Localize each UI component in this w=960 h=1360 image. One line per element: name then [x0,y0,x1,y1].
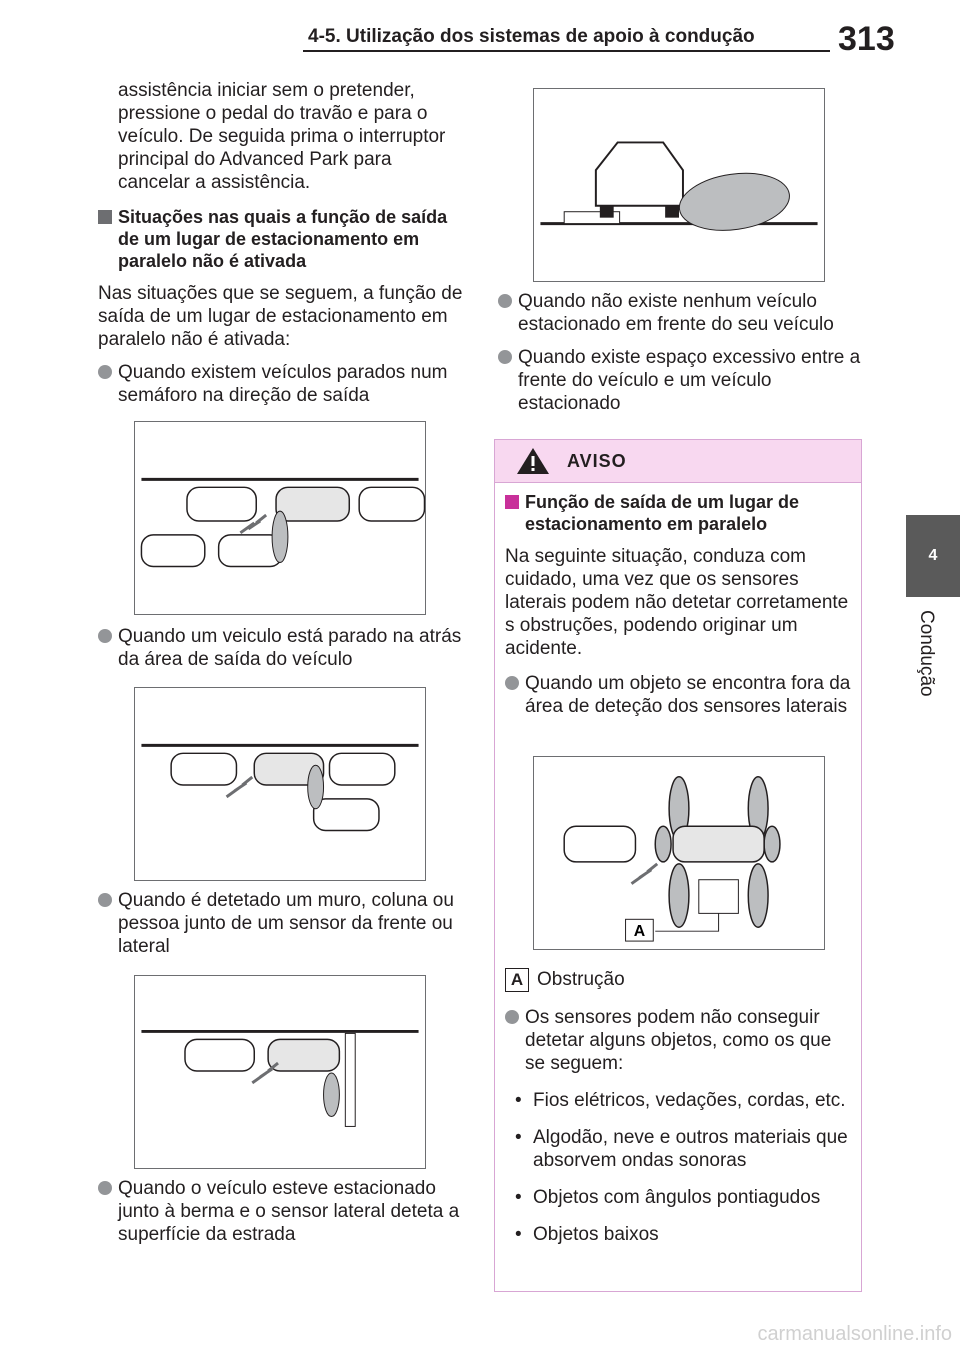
figure-obstruction [533,756,825,950]
list-item [505,672,851,718]
list-item [98,889,466,958]
section-heading-text: Situações nas quais a função de saída de um lugar de estacionamento em paralelo não é ativada [118,207,448,271]
figure-vehicle-behind [134,687,426,881]
list-item [98,361,466,407]
header-title: 4-5. Utilização dos sistemas de apoio à condução [308,26,755,47]
figure-label-a: A [633,923,646,941]
legend-letter: A [505,968,529,992]
warning-title: AVISO [567,451,627,471]
chapter-label: Condução [916,610,937,697]
list-item [498,346,866,415]
list-item-text: Quando não existe nenhum veículo estacionado em frente do seu veículo [518,291,834,335]
section-heading [98,206,466,272]
list-item [98,1177,466,1246]
list-item: • Algodão, neve e outros materiais que absorvem ondas sonoras [505,1126,851,1172]
header-rule [303,50,830,52]
chapter-number: 4 [928,547,938,564]
warning-icon [515,446,551,476]
chapter-tab[interactable] [906,515,960,597]
list-item-text: Quando um veiculo está parado na atrás da área de saída do veículo [118,626,462,670]
figure-traffic-light-vehicles [134,421,426,615]
list-item: • Objetos com ângulos pontiagudos [505,1186,851,1209]
list-item-text: Quando existem veículos parados num semáforo na direção de saída [118,362,448,406]
page-number: 313 [838,20,895,58]
warning-box [494,439,862,1292]
warning-heading-text: Função de saída de um lugar de estacionamento em paralelo [525,492,800,534]
list-item-text: Quando é detetado um muro, coluna ou pessoa junto de um sensor da frente ou lateral [118,890,454,957]
list-item [498,290,866,336]
list-item-text: Quando um objeto se encontra fora da área de deteção dos sensores laterais [525,673,851,717]
list-item [505,1006,851,1075]
list-item-text: Os sensores podem não conseguir detetar alguns objetos, como os que se seguem: [525,1007,832,1074]
list-item: • Fios elétricos, vedações, cordas, etc. [505,1089,851,1112]
bullet-dot [498,294,512,308]
list-item-text: Quando o veículo esteve estacionado junto à berma e o sensor lateral deteta a superfície da estrada [118,1178,460,1245]
warning-paragraph: Na seguinte situação, conduza com cuidado, uma vez que os sensores laterais podem não detetar corretamente s obstruções, podendo originar um acidente. [505,546,849,659]
figure-wall-column [134,975,426,1169]
warning-heading [505,491,851,535]
intro-text: assistência iniciar sem o pretender, pressione o pedal do travão e para o veículo. De seguida prima o interruptor principal do Advanced Park para cancelar a assistência. [118,80,446,193]
figure-curb [533,88,825,282]
bullet-dot [98,893,112,907]
bullet-dot [98,1181,112,1195]
list-item [98,625,466,671]
legend-text: Obstrução [537,969,625,991]
legend [505,968,851,992]
list-item-text: Quando existe espaço excessivo entre a frente do veículo e um veículo estacionado [518,347,861,414]
list-item: • Objetos baixos [505,1223,851,1246]
bullet-dot [505,676,519,690]
bullet-dot [498,350,512,364]
bullet-dot [505,1010,519,1024]
warning-header [495,440,861,483]
section-paragraph: Nas situações que se seguem, a função de saída de um lugar de estacionamento em paralelo não é ativada: [98,283,463,350]
bullet-dot [98,365,112,379]
watermark: carmanualsonline.info [757,1323,952,1345]
bullet-dot [98,629,112,643]
